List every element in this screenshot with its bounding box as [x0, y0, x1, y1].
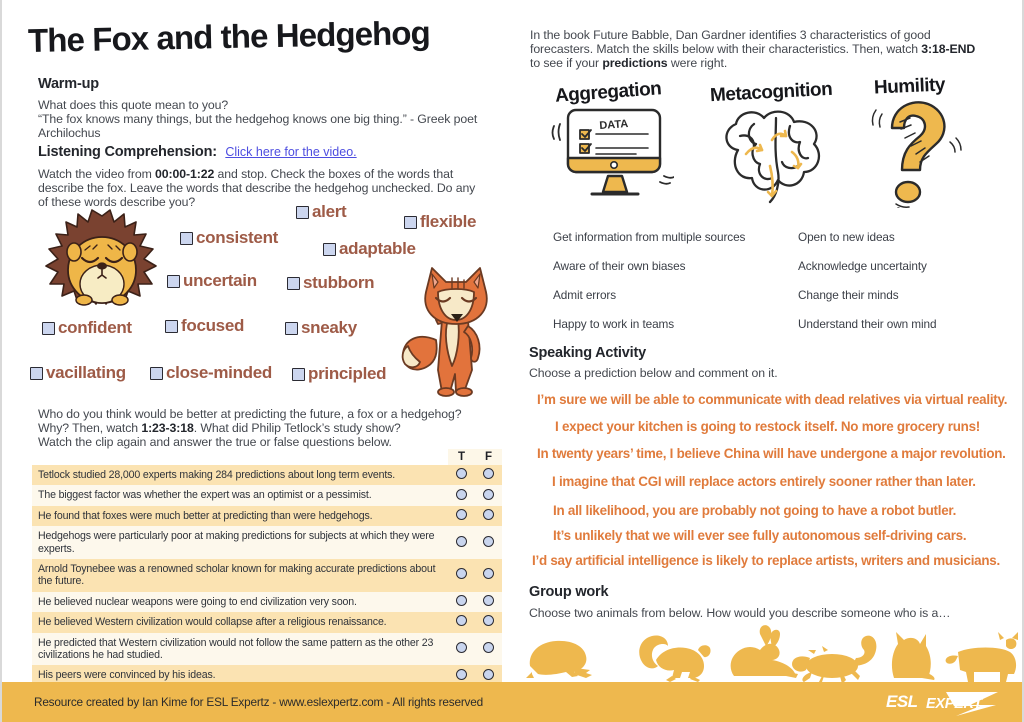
prediction-q-a: Why? Then, watch	[38, 421, 142, 436]
animal-silhouette-row	[522, 622, 1022, 684]
question-mark-icon	[868, 96, 964, 208]
characteristic-title-metacognition: Metacognition	[709, 78, 833, 107]
table-row	[32, 592, 502, 612]
tf-header-true: T	[448, 449, 475, 465]
word-checkbox[interactable]	[42, 322, 55, 335]
prediction-q-line-1: Who do you think would be better at predicting the future, a fox or a hedgehog?	[38, 407, 462, 421]
word-chip-sneaky[interactable]	[285, 318, 357, 338]
speaking-activity-sub: Choose a prediction below and comment on it.	[529, 366, 778, 380]
word-checkbox[interactable]	[292, 368, 305, 381]
skill-item[interactable]: Understand their own mind	[798, 317, 937, 331]
word-checkbox[interactable]	[285, 322, 298, 335]
radio-false[interactable]	[483, 642, 494, 653]
prediction-item[interactable]: I’d say artificial intelligence is likely to replace artists, writers and musicians.	[532, 553, 1000, 568]
tf-radio-false-cell[interactable]	[475, 612, 502, 632]
tf-radio-false-cell[interactable]	[475, 559, 502, 592]
radio-true[interactable]	[456, 489, 467, 500]
word-checkbox[interactable]	[167, 275, 180, 288]
radio-false[interactable]	[483, 468, 494, 479]
group-work-sub: Choose two animals from below. How would you describe someone who is a…	[529, 606, 951, 620]
skill-item[interactable]: Happy to work in teams	[553, 317, 675, 331]
word-chip-flexible[interactable]	[404, 212, 476, 232]
listening-instr-b: and stop. Check the boxes of the words that	[214, 167, 454, 181]
prediction-q-timestamp: 1:23-3:18	[141, 421, 194, 436]
radio-true[interactable]	[456, 468, 467, 479]
radio-true[interactable]	[456, 615, 467, 626]
tf-radio-true-cell[interactable]	[448, 612, 475, 632]
tf-radio-false-cell[interactable]	[475, 506, 502, 526]
tf-radio-true-cell[interactable]	[448, 633, 475, 666]
tf-radio-false-cell[interactable]	[475, 485, 502, 505]
radio-false[interactable]	[483, 669, 494, 680]
table-row	[32, 559, 502, 592]
listening-heading-row	[38, 143, 357, 161]
word-chip-adaptable[interactable]	[323, 239, 416, 259]
logo-expert-text: EXPERT	[926, 696, 982, 712]
brain-icon	[714, 104, 836, 206]
rabbit-silhouette	[731, 625, 798, 678]
characteristic-title-humility: Humility	[873, 74, 946, 99]
future-babble-intro	[530, 28, 1000, 71]
table-row	[32, 465, 502, 485]
true-false-table	[32, 449, 502, 686]
radio-true[interactable]	[456, 509, 467, 520]
tf-statement: Tetlock studied 28,000 experts making 284 predictions about long term events.	[32, 465, 448, 485]
esl-expertz-logo	[884, 689, 1004, 717]
tf-statement: Hedgehogs were particularly poor at making predictions for subjects at which they were experts.	[32, 526, 448, 559]
intro-line-3	[530, 56, 1000, 70]
tf-table-body	[32, 465, 502, 686]
tf-statement: The biggest factor was whether the expert was an optimist or a pessimist.	[32, 485, 448, 505]
word-label: stubborn	[303, 273, 375, 292]
hedgehog-illustration	[40, 208, 165, 318]
intro-line-3-a: to see if your	[530, 56, 603, 71]
skill-item[interactable]: Admit errors	[553, 288, 617, 302]
radio-true[interactable]	[456, 568, 467, 579]
word-checkbox[interactable]	[287, 277, 300, 290]
word-chip-focused[interactable]	[165, 316, 244, 336]
radio-false[interactable]	[483, 489, 494, 500]
word-checkbox[interactable]	[30, 367, 43, 380]
footer-credit-text: Resource created by Ian Kime for ESL Expertz - www.eslexpertz.com - All rights reserved	[34, 695, 483, 709]
prediction-item[interactable]: I imagine that CGI will replace actors entirely sooner rather than later.	[552, 474, 976, 489]
listening-line-1	[38, 167, 504, 181]
listening-instructions	[38, 167, 504, 210]
tf-radio-false-cell[interactable]	[475, 592, 502, 612]
word-label: uncertain	[183, 271, 257, 290]
listening-timestamp: 00:00-1:22	[155, 167, 215, 181]
word-checkbox[interactable]	[150, 367, 163, 380]
prediction-question	[38, 407, 504, 450]
fox-illustration	[398, 262, 513, 397]
bull-silhouette	[946, 632, 1018, 682]
tf-radio-true-cell[interactable]	[448, 485, 475, 505]
word-chip-vacillating[interactable]	[30, 363, 126, 383]
table-row	[32, 526, 502, 559]
word-checkbox[interactable]	[165, 320, 178, 333]
warmup-line-3: Archilochus	[38, 126, 101, 141]
intro-predictions-word: predictions	[602, 56, 668, 71]
scorpion-silhouette	[792, 636, 876, 684]
skill-item[interactable]: Open to new ideas	[798, 230, 895, 244]
skill-item[interactable]: Change their minds	[798, 288, 899, 302]
intro-timestamp: 3:18-END	[921, 42, 976, 57]
page-title: The Fox and the Hedgehog	[27, 13, 431, 59]
tf-radio-true-cell[interactable]	[448, 559, 475, 592]
monitor-data-label: DATA	[598, 118, 629, 133]
word-label: consistent	[196, 228, 279, 247]
frog-silhouette	[526, 641, 592, 678]
word-label: adaptable	[339, 239, 416, 258]
tf-statement: He believed nuclear weapons were going to end civilization very soon.	[32, 592, 448, 612]
tf-statement: Arnold Toynebee was a renowned scholar known for making accurate predictions about the future.	[32, 559, 448, 592]
word-checkbox[interactable]	[323, 243, 336, 256]
radio-false[interactable]	[483, 536, 494, 547]
intro-line-1: In the book Future Babble, Dan Gardner identifies 3 characteristics of good	[530, 28, 931, 42]
group-work-heading: Group work	[529, 584, 609, 600]
radio-false[interactable]	[483, 509, 494, 520]
tf-radio-false-cell[interactable]	[475, 633, 502, 666]
tf-statement: He predicted that Western civilization would not follow the same pattern as the other 23 civilizations he had studied.	[32, 633, 448, 666]
listening-line-3: of these words describe you?	[38, 195, 196, 210]
prediction-item[interactable]: In twenty years’ time, I believe China will have undergone a major revolution.	[537, 446, 1006, 461]
warmup-text	[38, 98, 498, 141]
cat-silhouette	[892, 632, 935, 680]
prediction-item[interactable]: I expect your kitchen is going to restock itself. No more grocery runs!	[555, 419, 980, 434]
radio-false[interactable]	[483, 568, 494, 579]
word-chip-close-minded[interactable]	[150, 363, 272, 383]
tf-radio-false-cell[interactable]	[475, 526, 502, 559]
word-chip-stubborn[interactable]	[287, 273, 374, 293]
radio-true[interactable]	[456, 536, 467, 547]
tf-statement: His peers were convinced by his ideas.	[32, 665, 448, 685]
speaking-activity-heading: Speaking Activity	[529, 345, 646, 361]
table-row	[32, 506, 502, 526]
word-label: close-minded	[166, 363, 272, 382]
table-row	[32, 612, 502, 632]
tf-radio-true-cell[interactable]	[448, 526, 475, 559]
prediction-q-line-3: Watch the clip again and answer the true or false questions below.	[38, 435, 392, 450]
skill-item[interactable]: Acknowledge uncertainty	[798, 259, 927, 273]
radio-true[interactable]	[456, 595, 467, 606]
warmup-line-2: “The fox knows many things, but the hedgehog knows one big thing.” - Greek poet	[38, 112, 478, 127]
word-label: principled	[308, 364, 387, 383]
listening-line-2: describe the fox. Leave the words that describe the hedgehog unchecked. Do any	[38, 181, 476, 196]
tf-statement: He found that foxes were much better at predicting than were hedgehogs.	[32, 506, 448, 526]
intro-line-3-b: were right.	[667, 56, 728, 71]
listening-heading: Listening Comprehension:	[38, 144, 217, 160]
word-label: sneaky	[301, 318, 357, 337]
intro-line-2-a: forecasters. Match the skills below with their characteristics. Then, watch	[530, 42, 922, 57]
prediction-item[interactable]: It’s unlikely that we will ever see fully autonomous self-driving cars.	[553, 528, 967, 543]
prediction-item[interactable]: In all likelihood, you are probably not going to have a robot butler.	[553, 503, 957, 518]
radio-true[interactable]	[456, 669, 467, 680]
prediction-q-b: . What did Philip Tetlock’s study show?	[193, 421, 401, 436]
characteristic-title-aggregation: Aggregation	[554, 78, 662, 107]
tf-header-false: F	[475, 449, 502, 465]
tf-radio-true-cell[interactable]	[448, 592, 475, 612]
tf-table-head	[32, 449, 502, 465]
word-chip-uncertain[interactable]	[167, 271, 257, 291]
tf-header-row	[32, 449, 502, 465]
word-label: focused	[181, 316, 245, 335]
word-label: confident	[58, 318, 132, 337]
table-row	[32, 485, 502, 505]
monitor-data-icon	[548, 104, 674, 206]
monkey-silhouette	[639, 635, 710, 682]
tf-statement: He believed Western civilization would collapse after a religious renaissance.	[32, 612, 448, 632]
word-chip-consistent[interactable]	[180, 228, 278, 248]
prediction-q-line-2	[38, 421, 504, 435]
video-link[interactable]: Click here for the video.	[225, 145, 357, 159]
skill-item[interactable]: Aware of their own biases	[553, 259, 686, 273]
word-checkbox[interactable]	[180, 232, 193, 245]
radio-false[interactable]	[483, 595, 494, 606]
tf-radio-true-cell[interactable]	[448, 465, 475, 485]
footer-bar	[2, 682, 1024, 722]
tf-radio-false-cell[interactable]	[475, 465, 502, 485]
radio-true[interactable]	[456, 642, 467, 653]
word-label: vacillating	[46, 363, 126, 382]
prediction-item[interactable]: I’m sure we will be able to communicate with dead relatives via virtual reality.	[537, 392, 1008, 407]
word-checkbox[interactable]	[296, 206, 309, 219]
word-chip-principled[interactable]	[292, 364, 386, 384]
word-chip-alert[interactable]	[296, 202, 346, 222]
word-checkbox[interactable]	[404, 216, 417, 229]
radio-false[interactable]	[483, 615, 494, 626]
word-label: flexible	[420, 212, 477, 231]
logo-esl-text: ESL	[886, 692, 918, 711]
listening-instr-a: Watch the video from	[38, 167, 156, 181]
warmup-line-1: What does this quote mean to you?	[38, 98, 229, 112]
tf-radio-true-cell[interactable]	[448, 506, 475, 526]
word-label: alert	[312, 202, 347, 221]
tf-header-spacer	[32, 449, 448, 465]
table-row	[32, 633, 502, 666]
intro-line-2	[530, 42, 1000, 56]
warmup-heading: Warm-up	[38, 76, 99, 92]
skill-item[interactable]: Get information from multiple sources	[553, 230, 746, 244]
word-chip-confident[interactable]	[42, 318, 132, 338]
